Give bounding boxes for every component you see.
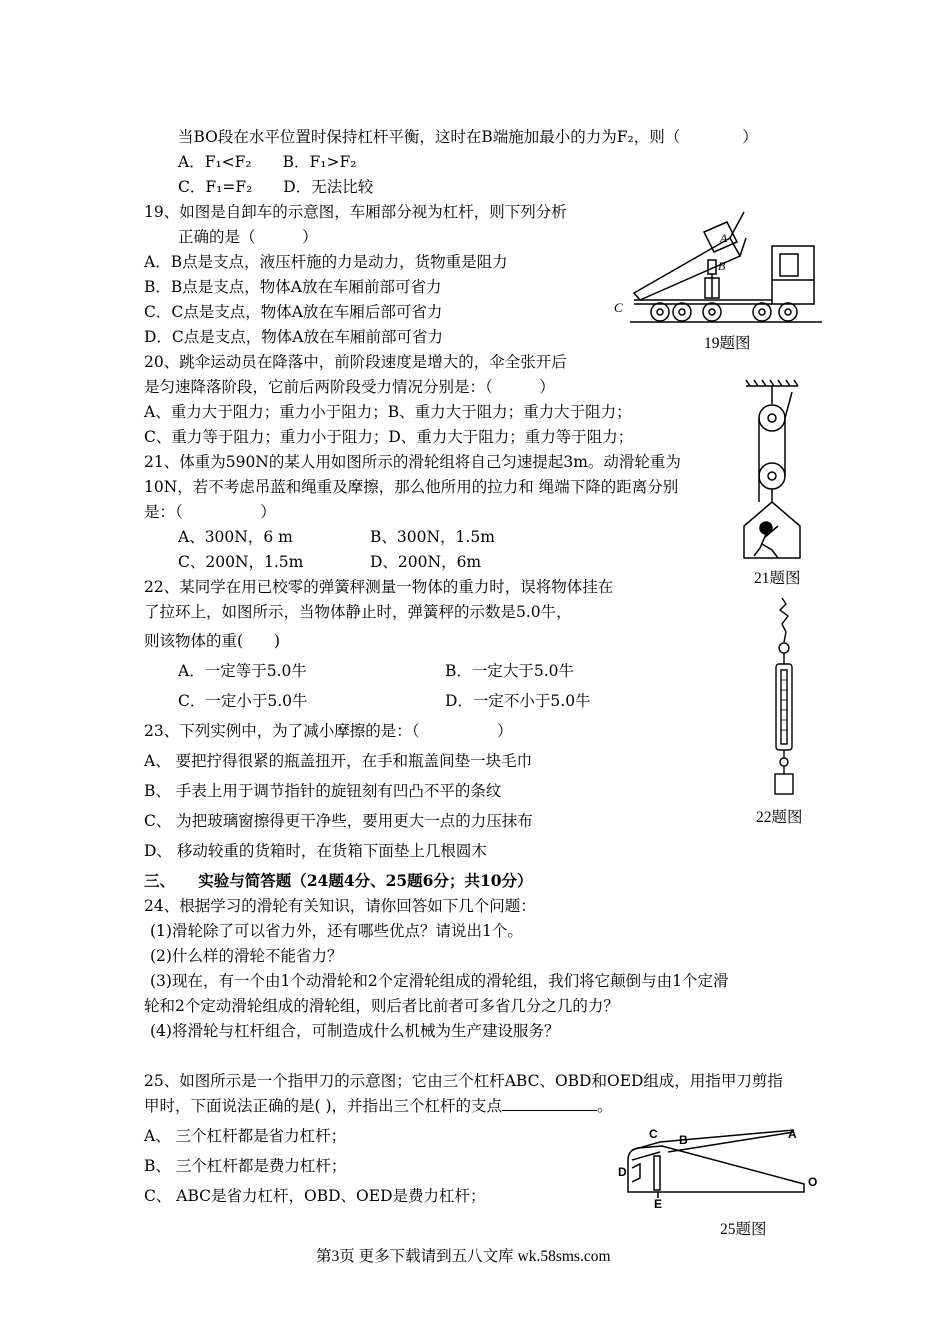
q21-option-b: B、300N，1.5m bbox=[370, 528, 495, 546]
q21-option-d: D、200N，6m bbox=[370, 553, 482, 571]
q22-stem: 22、某同学在用已校零的弹簧秤测量一物体的重力时，误将物体挂在 bbox=[144, 578, 614, 596]
q22-option-d: D．一定不小于5.0牛 bbox=[445, 692, 591, 710]
q24-part4: (4)将滑轮与杠杆组合，可制造成什么机械为生产建设服务？ bbox=[150, 1022, 560, 1040]
q20-options-cd: C、重力等于阻力；重力小于阻力；D、重力大于阻力；重力等于阻力； bbox=[144, 428, 634, 446]
q23-option-b: B、 手表上用于调节指针的旋钮刻有凹凸不平的条纹 bbox=[144, 782, 502, 800]
q20-stem-cont: 是匀速降落阶段，它前后两阶段受力情况分别是：（ ） bbox=[144, 378, 555, 396]
q20-stem: 20、跳伞运动员在降落中，前阶段速度是增大的，伞全张开后 bbox=[144, 353, 567, 371]
q24-stem: 24、根据学习的滑轮有关知识，请你回答如下几个问题： bbox=[144, 897, 536, 915]
fig25-caption: 25题图 bbox=[720, 1221, 767, 1238]
fig19-caption: 19题图 bbox=[704, 335, 751, 352]
q19-option-a: A．B点是支点，液压杆施的力是动力，货物重是阻力 bbox=[144, 253, 508, 271]
q22-option-b: B．一定大于5.0牛 bbox=[445, 662, 575, 680]
q19-stem-cont: 正确的是（ ） bbox=[178, 228, 318, 246]
q25-option-b: B、 三个杠杆都是费力杠杆； bbox=[144, 1157, 347, 1175]
answer-blank bbox=[502, 1096, 597, 1111]
q24-part1: (1)滑轮除了可以省力外，还有哪些优点？请说出1个。 bbox=[150, 922, 523, 940]
q22-stem-cont: 了拉环上，如图所示，当物体静止时，弹簧秤的示数是5.0牛， bbox=[144, 603, 572, 621]
q18-options-cd: C．F₁=F₂ D．无法比较 bbox=[178, 178, 374, 196]
q23-stem: 23、下列实例中，为了减小摩擦的是：（ ） bbox=[144, 722, 513, 740]
q21-stem-cont: 10N，若不考虑吊蓝和绳重及摩擦，那么他所用的拉力和 绳端下降的距离分别 bbox=[144, 478, 679, 496]
q21-stem: 21、体重为590N的某人用如图所示的滑轮组将自己匀速提起3m。动滑轮重为 bbox=[144, 453, 681, 471]
clipper-label-e: E bbox=[654, 1197, 663, 1211]
truck-label-a: A bbox=[720, 231, 728, 245]
q21-stem-cont2: 是：（ ） bbox=[144, 503, 276, 521]
spring-scale-figure bbox=[768, 596, 802, 802]
q23-option-d: D、 移动较重的货箱时，在货箱下面垫上几根圆木 bbox=[144, 842, 487, 860]
truck-label-c: C bbox=[614, 300, 623, 315]
q25-stem-cont: 甲时，下面说法正确的是( )，并指出三个杠杆的支点 。 bbox=[144, 1097, 613, 1115]
truck-label-b: B bbox=[718, 259, 726, 273]
q19-stem: 19、如图是自卸车的示意图，车厢部分视为杠杆，则下列分析 bbox=[144, 203, 567, 221]
q24-part3-cont: 轮和2个定动滑轮组成的滑轮组，则后者比前者可多省几分之几的力？ bbox=[144, 997, 619, 1015]
q24-part3: (3)现在，有一个由1个动滑轮和2个定滑轮组成的滑轮组，我们将它颠倒与由1个定滑 bbox=[150, 972, 729, 990]
pulley-figure bbox=[738, 378, 804, 564]
dump-truck-figure bbox=[612, 208, 828, 328]
q19-option-d: D．C点是支点，物体A放在车厢前部可省力 bbox=[144, 328, 443, 346]
section-three-heading: 三、 实验与简答题（24题4分、25题6分；共10分） bbox=[144, 871, 533, 890]
q23-option-a: A、 要把拧得很紧的瓶盖扭开，在手和瓶盖间垫一块毛巾 bbox=[144, 752, 533, 770]
q24-part2: (2)什么样的滑轮不能省力？ bbox=[150, 947, 343, 965]
fig21-caption: 21题图 bbox=[754, 570, 801, 587]
q22-option-c: C．一定小于5.0牛 bbox=[178, 692, 308, 710]
fig22-caption: 22题图 bbox=[756, 809, 803, 826]
q21-option-c: C、200N，1.5m bbox=[178, 553, 304, 571]
clipper-label-b: B bbox=[679, 1133, 688, 1147]
clipper-label-d: D bbox=[618, 1165, 627, 1179]
page-footer: 第3页 更多下载请到五八文库 wk.58sms.com bbox=[316, 1248, 611, 1265]
q19-option-b: B．B点是支点，物体A放在车厢前部可省力 bbox=[144, 278, 442, 296]
q18-options-ab: A．F₁<F₂ B．F₁>F₂ bbox=[178, 153, 357, 171]
q23-option-c: C、 为把玻璃窗擦得更干净些，要用更大一点的力压抹布 bbox=[144, 812, 533, 830]
nail-clipper-figure bbox=[618, 1122, 822, 1211]
q25-option-a: A、 三个杠杆都是省力杠杆； bbox=[144, 1127, 347, 1145]
q25-option-c: C、 ABC是省力杠杆，OBD、OED是费力杠杆； bbox=[144, 1187, 486, 1205]
q19-option-c: C．C点是支点，物体A放在车厢后部可省力 bbox=[144, 303, 443, 321]
q25-stem: 25、如图所示是一个指甲刀的示意图；它由三个杠杆ABC、OBD和OED组成，用指甲刀剪指 bbox=[144, 1072, 783, 1090]
q22-option-a: A．一定等于5.0牛 bbox=[178, 662, 307, 680]
clipper-label-c: C bbox=[649, 1127, 658, 1141]
clipper-label-a: A bbox=[788, 1127, 797, 1141]
q22-stem-cont2: 则该物体的重( ) bbox=[144, 632, 281, 650]
q18-stem-cont: 当BO段在水平位置时保持杠杆平衡，这时在B端施加最小的力为F₂，则（ ） bbox=[178, 128, 758, 146]
clipper-label-o: O bbox=[808, 1175, 818, 1189]
q20-options-ab: A、重力大于阻力；重力小于阻力；B、重力大于阻力；重力大于阻力； bbox=[144, 403, 632, 421]
q21-option-a: A、300N，6 m bbox=[178, 528, 293, 546]
